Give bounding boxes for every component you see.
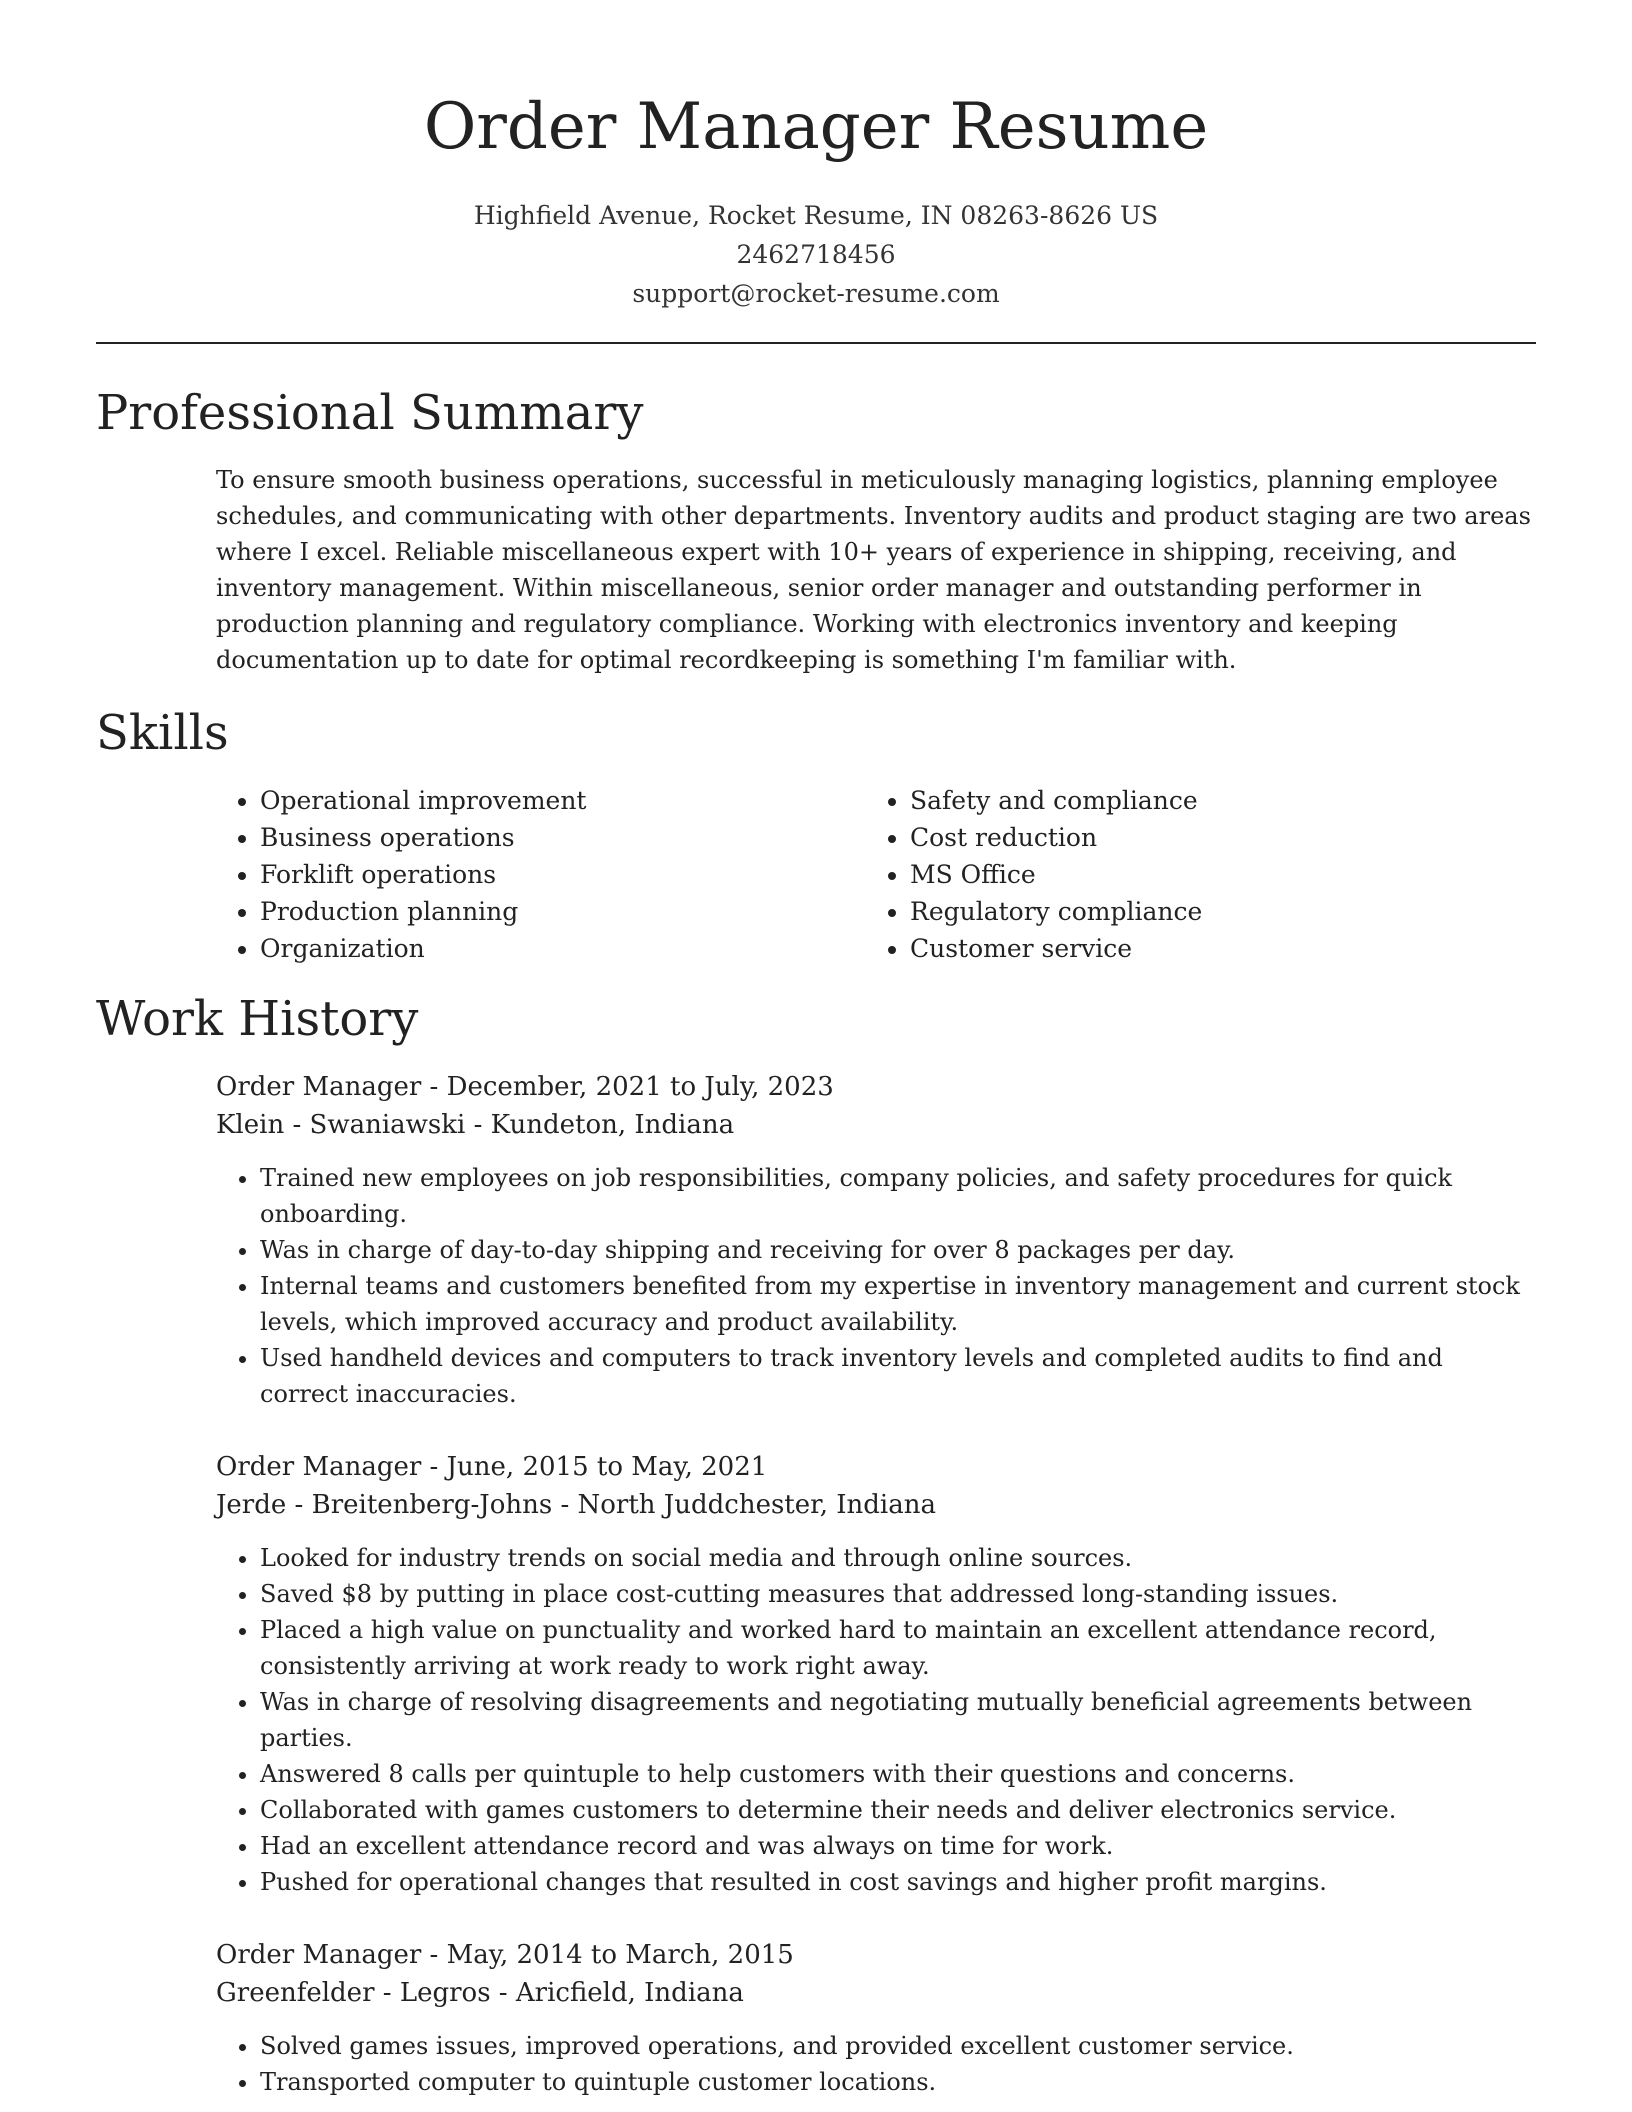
job-company-line — [216, 1486, 1536, 1524]
summary-heading: Professional Summary — [96, 385, 644, 441]
job-location: - North Juddchester, Indiana — [552, 1490, 936, 1520]
job-bullet: • Internal teams and customers benefited from my expertise in inventory management and current stock levels, which improved accuracy and product availability. — [260, 1268, 1536, 1340]
skills-heading: Skills — [96, 705, 229, 761]
job-bullets — [216, 2028, 1536, 2100]
skill-item: • Business operations — [260, 819, 866, 856]
job-bullet: • Used handheld devices and computers to track inventory levels and completed audits to find and correct inaccuracies. — [260, 1340, 1536, 1412]
skills-column-right — [866, 782, 1516, 967]
company-name: Greenfelder - Legros — [216, 1978, 491, 2008]
job-bullet: • Transported computer to quintuple customer locations. — [260, 2064, 1536, 2100]
job-bullet: • Trained new employees on job responsibilities, company policies, and safety procedures for quick onboarding. — [260, 1160, 1536, 1232]
contact-phone: 2462718456 — [736, 240, 896, 269]
job-bullet: • Collaborated with games customers to determine their needs and deliver electronics service. — [260, 1792, 1536, 1828]
skill-item: • Forklift operations — [260, 856, 866, 893]
resume-header — [0, 0, 1632, 313]
job-bullet: • Answered 8 calls per quintuple to help customers with their questions and concerns. — [260, 1756, 1536, 1792]
job-company-line — [216, 1106, 1536, 1144]
job-title-line: Order Manager - May, 2014 to March, 2015 — [216, 1940, 794, 1970]
job-bullet: • Pushed for operational changes that resulted in cost savings and higher profit margins. — [260, 1864, 1536, 1900]
job-bullets — [216, 1160, 1536, 1412]
company-name: Jerde - Breitenberg-Johns — [216, 1490, 553, 1520]
job-bullets — [216, 1540, 1536, 1900]
skills-list — [216, 782, 1536, 967]
job-bullet: • Saved $8 by putting in place cost-cutting measures that addressed long-standing issues. — [260, 1576, 1536, 1612]
skills-column-left — [216, 782, 866, 967]
skill-item: • Operational improvement — [260, 782, 866, 819]
job-location: - Aricfield, Indiana — [490, 1978, 744, 2008]
job-title-line: Order Manager - December, 2021 to July, 2023 — [216, 1072, 834, 1102]
contact-email: support@rocket-resume.com — [632, 279, 1000, 308]
skill-item: • Customer service — [910, 930, 1516, 967]
work-history-heading: Work History — [96, 991, 419, 1047]
job-bullet: • Was in charge of resolving disagreements and negotiating mutually beneficial agreements between parties. — [260, 1684, 1536, 1756]
summary-text: To ensure smooth business operations, successful in meticulously managing logistics, planning employee schedules, and communicating with other departments. Inventory audits and product staging are two areas where I excel. Reliable miscellaneous expert with 10+ years of experience in shipping, receiving, and inventory management. Within miscellaneous, senior order manager and outstanding performer in production planning and regulatory compliance. Working with electronics inventory and keeping documentation up to date for optimal recordkeeping is something I'm familiar with. — [216, 466, 1531, 674]
contact-address: Highfield Avenue, Rocket Resume, IN 08263-8626 US — [473, 201, 1159, 230]
job-title-line: Order Manager - June, 2015 to May, 2021 — [216, 1452, 768, 1482]
header-divider — [96, 342, 1536, 344]
job-entry — [216, 1068, 1536, 1412]
job-entry — [216, 1936, 1536, 2100]
job-bullet: • Placed a high value on punctuality and worked hard to maintain an excellent attendance record, consistently arriving at work ready to work right away. — [260, 1612, 1536, 1684]
resume-title: Order Manager Resume — [423, 90, 1209, 164]
skill-item: • Safety and compliance — [910, 782, 1516, 819]
job-company-line — [216, 1974, 1536, 2012]
job-bullet: • Looked for industry trends on social media and through online sources. — [260, 1540, 1536, 1576]
job-bullet: • Had an excellent attendance record and was always on time for work. — [260, 1828, 1536, 1864]
job-entry — [216, 1448, 1536, 1900]
job-bullet: • Was in charge of day-to-day shipping and receiving for over 8 packages per day. — [260, 1232, 1536, 1268]
skill-item: • Cost reduction — [910, 819, 1516, 856]
skill-item: • Organization — [260, 930, 866, 967]
skill-item: • Regulatory compliance — [910, 893, 1516, 930]
company-name: Klein - Swaniawski — [216, 1110, 466, 1140]
skill-item: • Production planning — [260, 893, 866, 930]
job-bullet: • Solved games issues, improved operations, and provided excellent customer service. — [260, 2028, 1536, 2064]
contact-block — [0, 196, 1632, 313]
job-location: - Kundeton, Indiana — [465, 1110, 735, 1140]
skill-item: • MS Office — [910, 856, 1516, 893]
